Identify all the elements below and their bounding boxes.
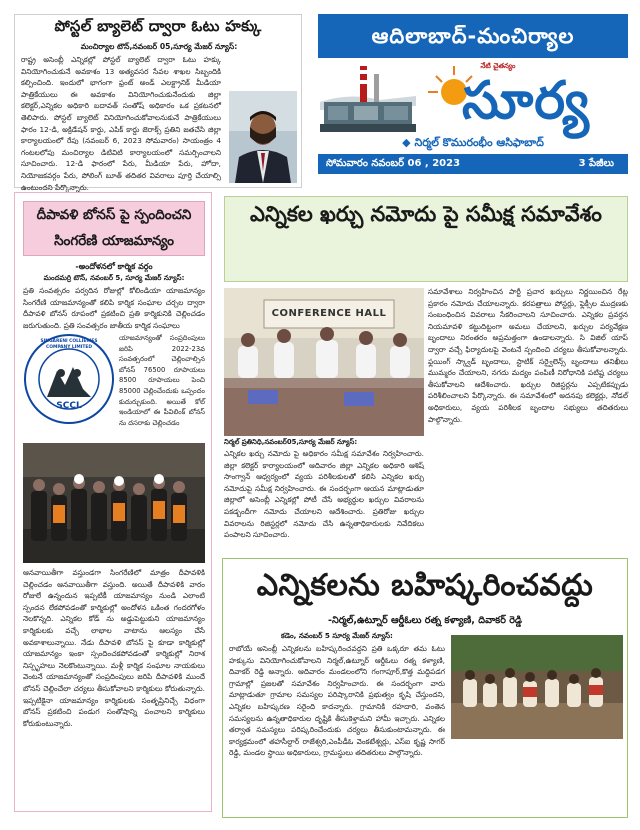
diwali-bonus-article bbox=[14, 192, 212, 812]
boycott-byline: -నిర్మల్,ఉట్నూర్ ఆర్డీఓలు రత్న కళ్యాణి, దివాకర్ రెడ్డి bbox=[327, 615, 523, 626]
meeting-photo bbox=[224, 288, 424, 436]
factory-illustration bbox=[320, 62, 416, 132]
page-count: 3 పేజీలు bbox=[578, 158, 614, 169]
meeting-headline-box bbox=[224, 196, 628, 282]
issue-date: సోమవారం నవంబర్ 06 , 2023 bbox=[326, 158, 461, 169]
boycott-headline: ఎన్నికలను బహిష్కరించవద్దు bbox=[256, 568, 594, 603]
conference-hall-sign: CONFERENCE HALL bbox=[271, 308, 387, 319]
masthead bbox=[318, 14, 628, 188]
masthead-tagline: నేటి చైతన్యం bbox=[480, 62, 516, 70]
sccl-logo bbox=[23, 333, 115, 425]
meeting-body-left: ఎన్నికల ఖర్చు నమోదు పై అధికారం సమీక్ష సమావేశం నిర్వహించారు. జిల్లా కలెక్టర్ కార్యాలయంలో ఆదివారం జిల్లా ఎన్నికల అధికారి ఆశిష్ సాంగ్వాన్ ఆధ్వర్యంలో వ్యయ పరిశీలకులతో కలిసి ఎన్నికల ఖర్చు నమోదుపై సమీక్ష నిర్వహించారు. ఈ సందర్భంగా ఆయన మాట్లాడుతూ జిల్లాలో అసెంబ్లీ ఎన్నికల్లో పోటీ చేసే అభ్యర్థుల ఖర్చుల వివరాలను పకడ్బందీగా నమోదు చేయాలని ఆదేశించారు. ప్రతిరోజు ఖర్చుల వివరాలను రిజిస్టర్లలో నమోదు చేసి ఉన్నతాధికారులకు నివేదికలు పంపాలని సూచించారు. bbox=[224, 449, 424, 540]
masthead-districts-text: నిర్మల్ కొమురంభీం ఆసిఫాబాద్ bbox=[414, 136, 544, 149]
village-meeting-photo bbox=[451, 635, 623, 739]
postal-body: రాష్ట్ర అసెంబ్లీ ఎన్నికల్లో పోస్టల్ బ్యాలెట్ ద్వారా ఓటు హక్కు వినియోగించుకునే అవకాశం 13 అత్యవసర సేవల శాఖల సిబ్బందికి కల్పించింది. ఇందులో భాగంగా ఫ్రంట్ అండ్ ఎలక్ట్రానిక్ మీడియా పాత్రికేయులు ఈ అవకాశం వినియోగించుకునేందుకు జిల్లా కలెక్టర్,ఎన్నికల అధికారి బదావత్ సంతోష్ అధికారం ఒక ప్రకటనలో తెలిపారు. పోస్టల్ బ్యాలెట్ వినియోగించుకోవాలనుకునే పాత్రికేయులు ఫారం 12-డి, అక్రిడేషన్ కార్డు, ఎపిక్ కార్డు జెరాక్స్ ప్రతిని జతచేసి జిల్లా కార్యాలయంలో రేపు (నవంబర్ 6, 2023 సోమవారం) సాయంత్రం 4 గంటలలోపు మంచిర్యాల డిటివిటి కార్యాలయంలో సమర్పించాలని సూచించారు. 12-డి ఫారంలో పేరు, మీడియా పేరు, హోదా, నియోజకవర్గం పేరు, పోలింగ్ బూత్ తదితర వివరాలు పూర్తి చేయాల్సి ఉంటుందని పేర్కొన్నారు. bbox=[21, 55, 221, 192]
bonus-headline-line2: సింగరేణి యాజమాన్యం bbox=[54, 233, 174, 249]
bonus-body-bottom: ఆనవాయితీగా వస్తుండగా సింగరేణిలో మాత్రం దీపావళికి చెల్లించడం ఆనవాయితీగా వస్తుంది. అయితే దీపావళికి వారం రోజులే ఉన్నందున ఇప్పటికీ యాజమాన్యం నుండి ఎలాంటి స్పందన లేకపోవడంతో కార్మికుల్లో అందోళన ఒకింత గందరగోళం నెలకొన్నది. ఎన్నికల కోడ్ ను అడ్డుపెట్టుకుని యాజమాన్యం కార్మికులకు వచ్చే లాభాల వాటాను ఆలస్యం చేసే అవకాశాలున్నాయి. నేడు దీపావళి బోనస్ పై కూడా కార్మికుల్లో యాజమాన్యం ఇంకా స్పందించకపోవడంతో కార్మికుల్లో నిరాశ నిస్పృహలు నెలకొంటున్నాయి. మళ్లీ కార్మిక సంఘాల నాయకులు వెంటనే యాజమాన్యంతో సంప్రదింపులు జరిపి దీపావళికి ముందే బోనస్ చెల్లించేలా చర్యలు తీసుకోవాలని కార్మికులు కోరుతున్నారు. ఇప్పటికైనా యాజమాన్యం కార్మికులకు సంతృప్తినిచ్చే విధంగా బోనస్ ప్రకటించి పండుగ సంతోషాన్ని పంచాలని కార్మికులు కోరుకుంటున్నారు. bbox=[23, 568, 205, 728]
bonus-body-top: ప్రతి సంవత్సరం పర్వదిన రోజుల్లో కోలిండియా యాజమాన్యం సింగరేణి యాజమాన్యంతో కలిపి కార్మిక సంఘాల చర్చల ద్వారా దీపావళి బోనస్ రూపంలో ప్రకటించి ప్రతి కార్మికునికి చెల్లించడం జరుగుతుంది. ప్రతి సంవత్సరం జాతీయ కార్మిక సంఘాలు bbox=[23, 286, 205, 330]
postal-dateline: మంచిర్యాల టౌన్,నవంబర్ 05,సూర్య మేజర్ న్యూస్: bbox=[80, 42, 238, 51]
bonus-dateline: మందమర్రి టౌన్, నవంబర్ 5, సూర్య మేజర్ న్యూస్: bbox=[43, 274, 185, 282]
meeting-dateline: నిర్మల్ ప్రతినిధి,నవంబర్05,సూర్య మేజర్ న్యూస్: bbox=[224, 438, 358, 446]
boycott-article bbox=[222, 558, 628, 818]
meeting-body-right: సమావేశాలు నిర్వహించిన పార్టీ ప్రచార ఖర్చులు నిర్ణయించిన రేట్ల ప్రకారం నమోదు చేయాలన్నారు. కరపత్రాలు పోస్టర్లు, ఫ్లెక్సీల ముద్రణకు సంబంధించిన వివరాలు సేకరించాలని సూచించారు. ఎన్నికల ప్రవర్తన నియమావళి కట్టుదిట్టంగా అమలు చేయాలని, ఖర్చుల పర్యవేక్షణ బృందాలు నిరంతరం అప్రమత్తంగా ఉండాలన్నారు. సి విజిల్ యాప్ ద్వారా వచ్చే ఫిర్యాదులపై వెంటనే స్పందించి చర్యలు తీసుకోవాలన్నారు. ఫ్లయింగ్ స్క్వాడ్ బృందాలు, స్టాటిక్ సర్వైలెన్స్ బృందాలు తనిఖీలు ముమ్మరం చేయాలని, నగదు మద్యం పంపిణీ నిరోధానికి పటిష్ట చర్యలు తీసుకోవాలని ఆదేశించారు. ఖర్చుల రిజిస్టర్లను ఎప్పటికప్పుడు పరిశీలించాలని పేర్కొన్నారు. ఈ సమావేశంలో అదనపు కలెక్టర్లు, నోడల్ అధికారులు, వ్యయ పరిశీలక బృందాల సభ్యులు తదితరులు పాల్గొన్నారు. bbox=[428, 287, 628, 424]
meeting-headline: ఎన్నికల ఖర్చు నమోదు పై సమీక్ష సమావేశం bbox=[250, 202, 602, 226]
bonus-body-right: యాజమాన్యంతో సంప్రదింపులు జరిపి 2022-23వ సంవత్సరంలో చెల్లించాల్సిన బోనస్ 76500 రూపాయలు 8500 రూపాయలు పెంచి 85000 చెల్లించేందుకు ఒప్పందం కుదుర్చుకుంది. అయితే కోల్ ఇండియాలో ఈ పీవిలింక్ బోనస్ ను దసరాకు చెల్లించడం bbox=[119, 334, 205, 427]
sccl-logo-label: SCCL bbox=[56, 401, 82, 411]
bonus-headline-box bbox=[23, 201, 205, 256]
boycott-body: రాబోయే అసెంబ్లీ ఎన్నికలను బహిష్కరించవద్దని ప్రతి ఒక్కరూ తమ ఓటు హక్కును వినియోగించుకోవాలని నిర్మల్,ఉట్నూర్ ఆర్డీఓలు రత్న కళ్యాణి, దివాకర్ రెడ్డి అన్నారు. ఆదివారం మండలంలోని గంగాపూర్,కొత్త మద్దిపడగ గ్రామాల్లో ప్రజలతో సమావేశం నిర్వహించారు. ఈ సందర్భంగా వారు మాట్లాడుతూ గ్రామాల సమస్యల పరిష్కారానికి ప్రభుత్వం కృషి చేస్తుందని, ఎన్నికల బహిష్కరణ సరైంది కాదన్నారు. గ్రామానికి రహదారి, వంతెన సమస్యలను ఉన్నతాధికారుల దృష్టికి తీసుకెళ్తామని హామీ ఇచ్చారు. ఎన్నికల తర్వాత సమస్యలు పరిష్కరించేందుకు చర్యలు తీసుకుంటామన్నారు. ఈ కార్యక్రమంలో తహసీల్దార్ రాజేశ్వరి,ఎంపీడీఓ వెంకటేశ్వర్లు, ఎస్ఐ కృష్ణ సాగర్ రెడ్డి, మండల స్థాయి అధికారులు, గ్రామస్థులు తదితరులు పాల్గొన్నారు. bbox=[229, 644, 445, 758]
masthead-districts bbox=[318, 134, 628, 152]
bonus-headline-line1: దీపావళి బోనస్ పై స్పందించని bbox=[36, 207, 192, 223]
sccl-logo-ring-text: SINGARENI COLLIERIES COMPANY LIMITED bbox=[40, 339, 98, 350]
reporter-photo bbox=[229, 91, 297, 183]
bonus-byline: -అందోళనలో కార్మిక వర్గం bbox=[75, 262, 153, 271]
postal-headline: పోస్టల్ బ్యాలెట్ ద్వారా ఓటు హక్కు bbox=[54, 17, 262, 35]
postal-ballot-article bbox=[14, 14, 302, 192]
masthead-region: ఆదిలాబాద్-మంచిర్యాల bbox=[318, 14, 628, 58]
boycott-dateline: కడెం, నవంబర్ 5 సూర్య మేజర్ న్యూస్: bbox=[281, 631, 393, 640]
issue-info-bar bbox=[318, 154, 628, 174]
masthead-paper-name: సూర్య bbox=[462, 71, 590, 131]
diamond-icon: ◆ bbox=[402, 136, 411, 149]
workers-photo bbox=[23, 443, 205, 563]
